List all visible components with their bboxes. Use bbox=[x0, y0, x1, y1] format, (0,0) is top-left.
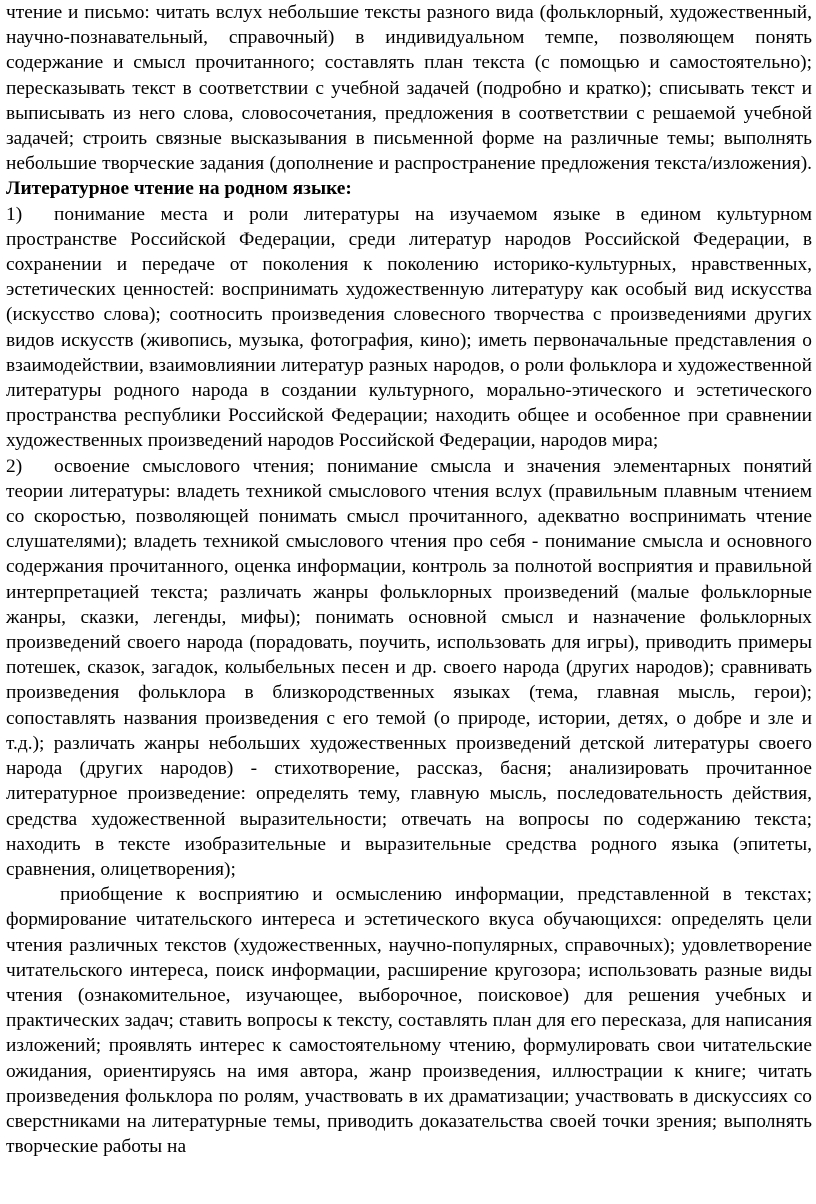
list-item-text: понимание места и роли литературы на изучаемом языке в едином культурном пространстве Российской Федерации, среди литератур народов Российской Федерации, в сохранении и передаче от поколения к поколению историко-культурных, нравственных, эстетических ценностей: воспринимать художественную литературу как особый вид искусства (искусство слова); соотносить произведения словесного творчества с произведениями других видов искусств (живопись, музыка, фотография, кино); иметь первоначальные представления о взаимодействии, взаимовлиянии литератур разных народов, о роли фольклора и художественной литературы родного народа в создании культурного, морально-этического и эстетического пространства республики Российской Федерации; находить общее и особенное при сравнении художественных произведений народов Российской Федерации, народов мира; bbox=[6, 203, 812, 452]
section-heading: Литературное чтение на родном языке: bbox=[6, 178, 352, 200]
list-item bbox=[6, 454, 812, 882]
list-item-number: 1) bbox=[6, 203, 23, 225]
intro-text: чтение и письмо: читать вслух небольшие тексты разного вида (фольклорный, художественный, научно-познавательный, справочный) в индивидуальном темпе, позволяющем понять содержание и смысл прочитанного; составлять план текста (с помощью и самостоятельно); пересказывать текст в соответствии с учебной задачей (подробно и кратко); списывать текст и выписывать из него слова, словосочетания, предложения в соответствии с решаемой учебной задачей; строить связные высказывания в письменной форме на различные темы; выполнять небольшие творческие задания (дополнение и распространение предложения текста/изложения). bbox=[6, 2, 812, 175]
list-item-text: освоение смыслового чтения; понимание смысла и значения элементарных понятий теории литературы: владеть техникой смыслового чтения вслух (правильным плавным чтением со скоростью, позволяющей понимать смысл прочитанного, адекватно воспринимать чтение слушателями); владеть техникой смыслового чтения про себя - понимание смысла и основного содержания прочитанного, оценка информации, контроль за полнотой восприятия и правильной интерпретацией текста; различать жанры фольклорных произведений (малые фольклорные жанры, сказки, легенды, мифы); понимать основной смысл и назначение фольклорных произведений своего народа (порадовать, поучить, использовать для игры), приводить примеры потешек, сказок, загадок, колыбельных песен и др. своего народа (других народов); сравнивать произведения фольклора в близкородственных языках (тема, главная мысль, герои); сопоставлять названия произведения с его темой (о природе, истории, детях, о добре и зле и т.д.); различать жанры небольших художественных произведений детской литературы своего народа (других народов) - стихотворение, рассказ, басня; анализировать прочитанное литературное произведение: определять тему, главную мысль, последовательность действия, средства художественной выразительности; отвечать на вопросы по содержанию текста; находить в тексте изобразительные и выразительные средства родного языка (эпитеты, сравнения, олицетворения); bbox=[6, 455, 812, 880]
list-item-number: 2) bbox=[6, 455, 23, 477]
intro-paragraph bbox=[6, 0, 812, 202]
closing-paragraph: приобщение к восприятию и осмыслению информации, представленной в текстах; формирование читательского интереса и эстетического вкуса обучающихся: определять цели чтения различных текстов (художественных, научно-популярных, справочных); удовлетворение читательского интереса, поиск информации, расширение кругозора; использовать разные виды чтения (ознакомительное, изучающее, выборочное, поисковое) для решения учебных и практических задач; ставить вопросы к тексту, составлять план для его пересказа, для написания изложений; проявлять интерес к самостоятельному чтению, формулировать свои читательские ожидания, ориентируясь на имя автора, жанр произведения, иллюстрации к книге; читать произведения фольклора по ролям, участвовать в их драматизации; участвовать в дискуссиях со сверстниками на литературные темы, приводить доказательства своей точки зрения; выполнять творческие работы на bbox=[6, 884, 812, 1158]
list-item bbox=[6, 202, 812, 454]
